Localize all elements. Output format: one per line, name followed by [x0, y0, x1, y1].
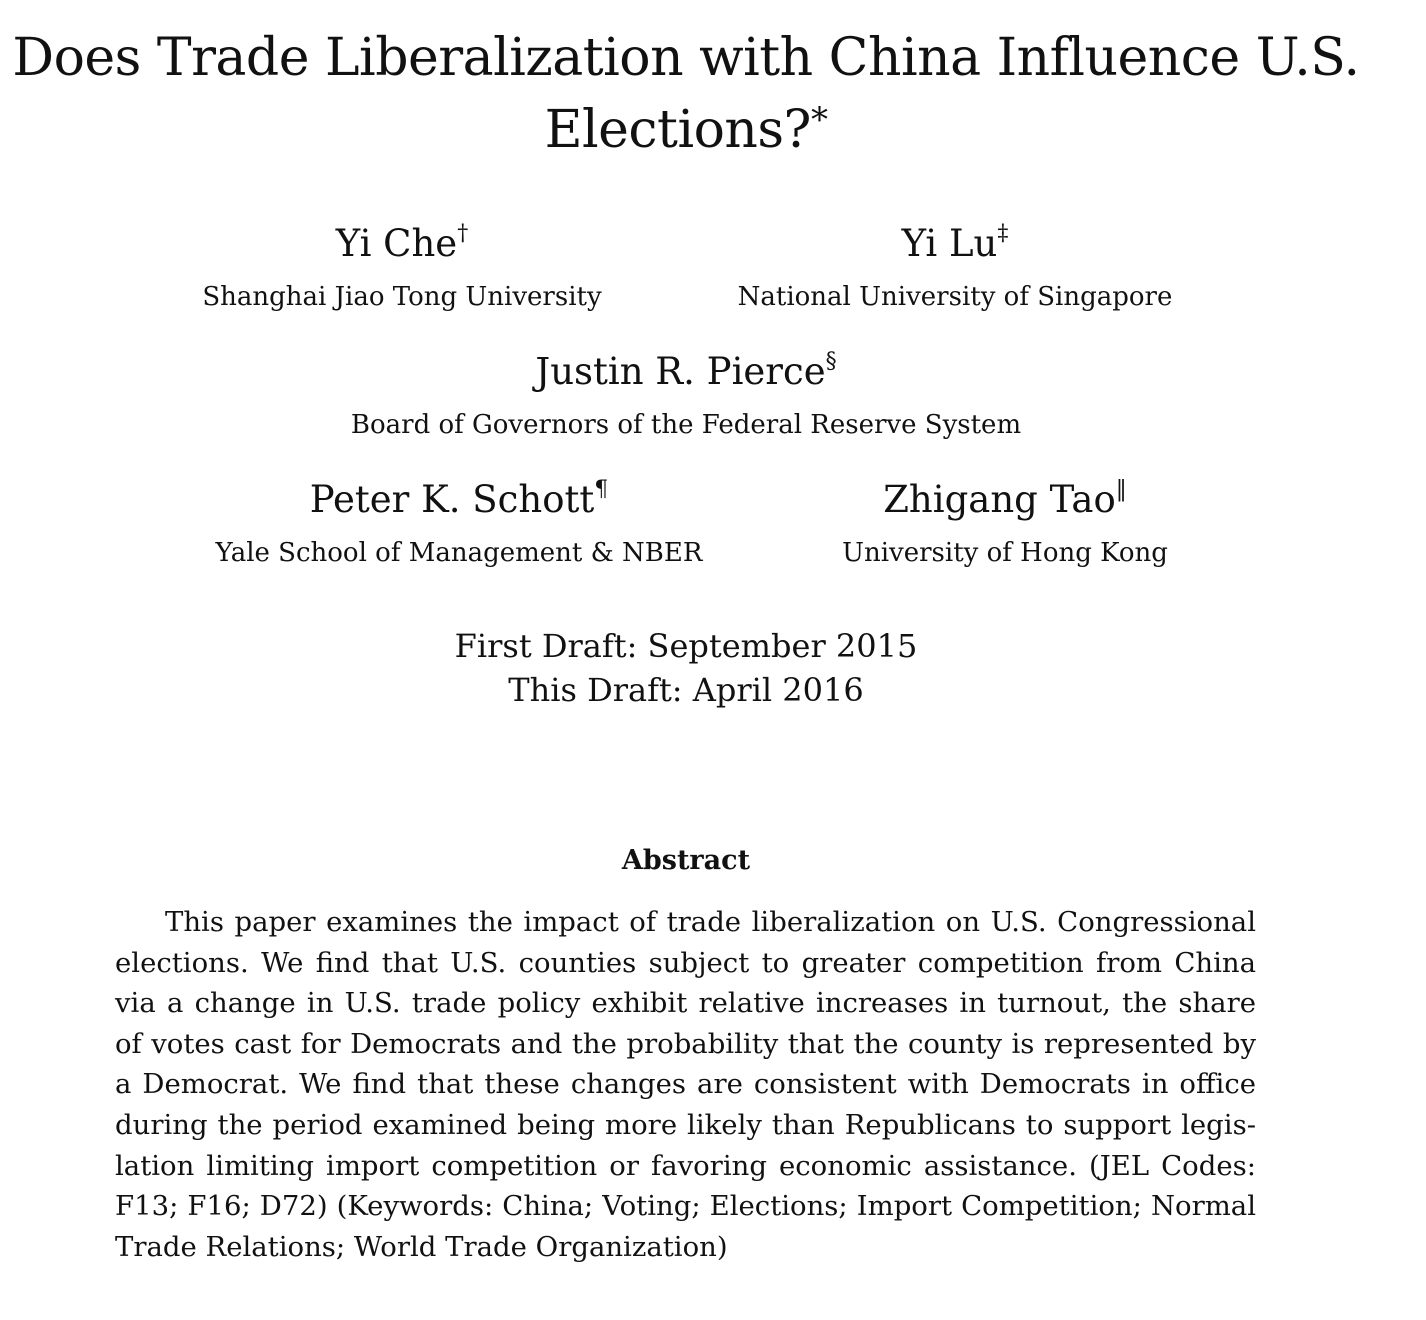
title-footnote-mark: * [810, 100, 828, 140]
author-affiliation: University of Hong Kong [842, 538, 1168, 568]
author-name [183, 478, 735, 522]
author-yi-lu [718, 222, 1192, 314]
this-draft-date: This Draft: April 2016 [508, 671, 864, 709]
author-name-text: Peter K. Schott [309, 478, 595, 521]
author-affiliation: Board of Governors of the Federal Reserve System [350, 410, 1022, 440]
author-name-text: Zhigang Tao [883, 478, 1116, 521]
author-name-text: Yi Che [335, 222, 458, 265]
draft-dates [0, 624, 1372, 712]
author-name [800, 478, 1210, 522]
author-justin-pierce [286, 350, 1086, 442]
author-zhigang-tao [800, 478, 1210, 570]
author-name [286, 350, 1086, 394]
author-name [718, 222, 1192, 266]
paper-title [0, 22, 1372, 166]
author-footnote-mark: † [457, 221, 469, 246]
author-peter-schott [183, 478, 735, 570]
abstract-heading: Abstract [621, 845, 751, 876]
author-footnote-mark: ‖ [1115, 477, 1127, 502]
author-name-text: Justin R. Pierce [535, 350, 826, 393]
paper-title-text: Does Trade Liberalization with China Influence U.S. Elections? [12, 28, 1360, 160]
author-footnote-mark: § [825, 349, 837, 374]
author-footnote-mark: ¶ [594, 477, 609, 502]
author-affiliation: Yale School of Management & NBER [215, 538, 703, 568]
author-yi-che [183, 222, 621, 314]
author-name-text: Yi Lu [901, 222, 998, 265]
author-affiliation: Shanghai Jiao Tong University [202, 282, 602, 312]
author-affiliation: National University of Singapore [737, 282, 1173, 312]
abstract-text: This paper examines the impact of trade liberalization on U.S. Congressional elections. We find that U.S. counties subject to greater competition from China via a change in U.S. trade policy exhibit relative increases in turnout, the share of votes cast for Democrats and the probability that the county is represented by a Democrat. We find that these changes are consistent with Democrats in office during the period examined being more likely than Republicans to support legislation limiting import competition or favoring economic assistance. (JEL Codes: F13; F16; D72) (Keywords: China; Voting; Elections; Import Competition; Normal Trade Relations; World Trade Organization) [115, 906, 1256, 1263]
author-name [183, 222, 621, 266]
author-footnote-mark: ‡ [997, 221, 1009, 246]
first-draft-date: First Draft: September 2015 [454, 627, 918, 665]
